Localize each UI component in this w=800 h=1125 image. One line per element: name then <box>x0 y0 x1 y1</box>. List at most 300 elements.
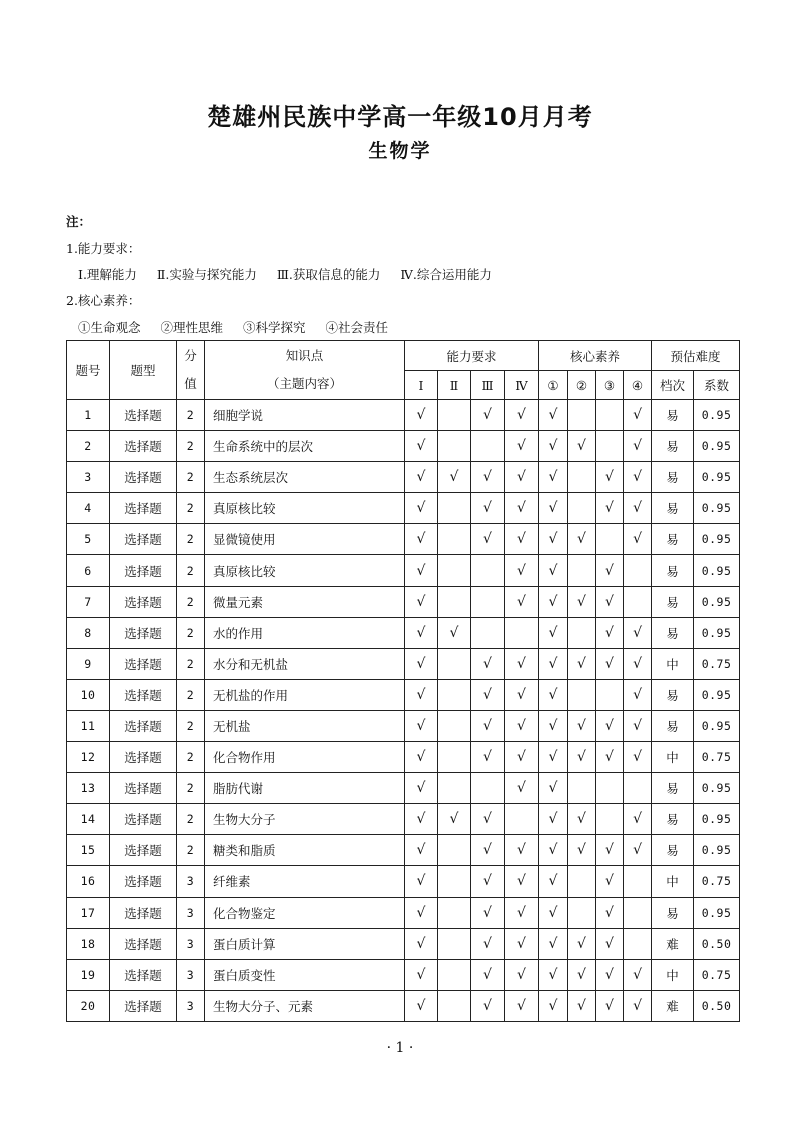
cell-type: 选择题 <box>110 679 177 710</box>
cell-number: 5 <box>67 524 110 555</box>
table-row <box>67 773 740 804</box>
cell-ability-4: √ <box>505 773 539 804</box>
cell-type: 选择题 <box>110 773 177 804</box>
header-ability-2: Ⅱ <box>438 371 471 400</box>
cell-level: 中 <box>652 742 694 773</box>
cell-literacy-3: √ <box>596 959 624 990</box>
cell-literacy-4: √ <box>624 431 652 462</box>
cell-ability-2 <box>438 524 471 555</box>
header-literacy: 核心素养 <box>539 341 652 371</box>
cell-ability-1: √ <box>405 773 438 804</box>
cell-ability-3: √ <box>471 897 505 928</box>
cell-literacy-3: √ <box>596 586 624 617</box>
cell-literacy-2 <box>568 400 596 431</box>
cell-literacy-3 <box>596 773 624 804</box>
cell-literacy-3 <box>596 679 624 710</box>
header-topic-bottom: （主题内容） <box>266 376 342 391</box>
cell-literacy-4: √ <box>624 804 652 835</box>
cell-coef: 0.95 <box>694 710 740 741</box>
cell-topic: 显微镜使用 <box>205 524 405 555</box>
header-literacy-1: ① <box>539 371 568 400</box>
cell-number: 13 <box>67 773 110 804</box>
cell-topic: 真原核比较 <box>205 493 405 524</box>
cell-topic: 无机盐 <box>205 710 405 741</box>
cell-ability-4: √ <box>505 400 539 431</box>
cell-literacy-4: √ <box>624 990 652 1021</box>
cell-level: 易 <box>652 617 694 648</box>
cell-coef: 0.50 <box>694 928 740 959</box>
ability-item: Ⅲ.获取信息的能力 <box>276 267 381 282</box>
cell-number: 6 <box>67 555 110 586</box>
cell-score: 2 <box>177 462 205 493</box>
cell-ability-2 <box>438 679 471 710</box>
cell-ability-4: √ <box>505 710 539 741</box>
cell-literacy-2: √ <box>568 710 596 741</box>
cell-literacy-3: √ <box>596 897 624 928</box>
cell-literacy-4: √ <box>624 462 652 493</box>
cell-literacy-3: √ <box>596 742 624 773</box>
header-literacy-2: ② <box>568 371 596 400</box>
literacy-item: ①生命观念 <box>78 320 141 335</box>
header-score-top: 分 <box>184 348 197 363</box>
header-coef: 系数 <box>694 371 740 400</box>
cell-ability-2 <box>438 959 471 990</box>
cell-score: 2 <box>177 431 205 462</box>
cell-type: 选择题 <box>110 555 177 586</box>
table-row <box>67 866 740 897</box>
cell-ability-3 <box>471 773 505 804</box>
literacy-item: ③科学探究 <box>243 320 306 335</box>
cell-topic: 纤维素 <box>205 866 405 897</box>
cell-coef: 0.95 <box>694 679 740 710</box>
cell-coef: 0.95 <box>694 493 740 524</box>
header-literacy-3: ③ <box>596 371 624 400</box>
cell-ability-2 <box>438 990 471 1021</box>
cell-type: 选择题 <box>110 462 177 493</box>
cell-coef: 0.75 <box>694 742 740 773</box>
cell-ability-2 <box>438 773 471 804</box>
cell-ability-1: √ <box>405 679 438 710</box>
table-row <box>67 400 740 431</box>
cell-ability-4: √ <box>505 990 539 1021</box>
table-body <box>67 400 740 1022</box>
cell-ability-1: √ <box>405 710 438 741</box>
cell-literacy-2: √ <box>568 804 596 835</box>
cell-literacy-2: √ <box>568 524 596 555</box>
cell-ability-2: √ <box>438 617 471 648</box>
ability-item: Ⅱ.实验与探究能力 <box>156 267 257 282</box>
document-subtitle: 生物学 <box>368 140 432 162</box>
cell-literacy-4: √ <box>624 493 652 524</box>
cell-type: 选择题 <box>110 835 177 866</box>
cell-ability-2 <box>438 648 471 679</box>
cell-ability-4: √ <box>505 959 539 990</box>
cell-ability-1: √ <box>405 835 438 866</box>
cell-topic: 无机盐的作用 <box>205 679 405 710</box>
cell-literacy-1: √ <box>539 462 568 493</box>
cell-ability-4: √ <box>505 431 539 462</box>
table-row <box>67 959 740 990</box>
cell-ability-1: √ <box>405 400 438 431</box>
cell-literacy-2 <box>568 897 596 928</box>
table-row <box>67 804 740 835</box>
cell-type: 选择题 <box>110 897 177 928</box>
cell-literacy-1: √ <box>539 773 568 804</box>
cell-topic: 水的作用 <box>205 617 405 648</box>
cell-literacy-3 <box>596 400 624 431</box>
cell-ability-1: √ <box>405 990 438 1021</box>
cell-literacy-4: √ <box>624 959 652 990</box>
cell-coef: 0.95 <box>694 835 740 866</box>
cell-ability-2 <box>438 431 471 462</box>
cell-ability-2 <box>438 555 471 586</box>
cell-level: 易 <box>652 400 694 431</box>
cell-literacy-2: √ <box>568 742 596 773</box>
cell-level: 易 <box>652 679 694 710</box>
cell-number: 3 <box>67 462 110 493</box>
cell-score: 2 <box>177 493 205 524</box>
cell-topic: 细胞学说 <box>205 400 405 431</box>
cell-level: 易 <box>652 897 694 928</box>
header-type: 题型 <box>110 341 177 400</box>
cell-level: 中 <box>652 959 694 990</box>
cell-literacy-2: √ <box>568 586 596 617</box>
cell-type: 选择题 <box>110 431 177 462</box>
table-row <box>67 710 740 741</box>
cell-ability-2: √ <box>438 462 471 493</box>
cell-literacy-1: √ <box>539 431 568 462</box>
cell-literacy-3: √ <box>596 462 624 493</box>
cell-literacy-4 <box>624 928 652 959</box>
cell-type: 选择题 <box>110 928 177 959</box>
cell-ability-1: √ <box>405 617 438 648</box>
table-row <box>67 835 740 866</box>
cell-literacy-3: √ <box>596 493 624 524</box>
cell-number: 16 <box>67 866 110 897</box>
cell-type: 选择题 <box>110 866 177 897</box>
cell-literacy-2 <box>568 493 596 524</box>
cell-literacy-4: √ <box>624 679 652 710</box>
cell-literacy-3: √ <box>596 835 624 866</box>
cell-ability-3: √ <box>471 648 505 679</box>
cell-ability-3: √ <box>471 493 505 524</box>
header-ability: 能力要求 <box>405 341 539 371</box>
header-score-bottom: 值 <box>184 376 197 391</box>
cell-level: 易 <box>652 462 694 493</box>
cell-topic: 蛋白质变性 <box>205 959 405 990</box>
cell-ability-2 <box>438 586 471 617</box>
cell-type: 选择题 <box>110 959 177 990</box>
cell-literacy-2 <box>568 555 596 586</box>
table-row <box>67 928 740 959</box>
table-row <box>67 586 740 617</box>
cell-ability-2 <box>438 866 471 897</box>
cell-literacy-1: √ <box>539 866 568 897</box>
cell-ability-4: √ <box>505 897 539 928</box>
cell-topic: 化合物鉴定 <box>205 897 405 928</box>
cell-type: 选择题 <box>110 617 177 648</box>
cell-number: 7 <box>67 586 110 617</box>
cell-literacy-2: √ <box>568 928 596 959</box>
cell-type: 选择题 <box>110 586 177 617</box>
cell-number: 12 <box>67 742 110 773</box>
cell-level: 中 <box>652 866 694 897</box>
cell-level: 易 <box>652 524 694 555</box>
cell-number: 14 <box>67 804 110 835</box>
cell-ability-1: √ <box>405 959 438 990</box>
cell-ability-1: √ <box>405 493 438 524</box>
cell-ability-3: √ <box>471 679 505 710</box>
cell-ability-2 <box>438 742 471 773</box>
cell-literacy-1: √ <box>539 804 568 835</box>
cell-score: 3 <box>177 928 205 959</box>
cell-number: 9 <box>67 648 110 679</box>
cell-score: 3 <box>177 866 205 897</box>
cell-literacy-4: √ <box>624 742 652 773</box>
literacy-heading: 2.核心素养： <box>66 293 141 308</box>
cell-literacy-3: √ <box>596 866 624 897</box>
cell-coef: 0.95 <box>694 524 740 555</box>
header-score <box>177 341 205 400</box>
cell-type: 选择题 <box>110 524 177 555</box>
cell-score: 3 <box>177 897 205 928</box>
cell-ability-1: √ <box>405 648 438 679</box>
document-title: 楚雄州民族中学高一年级10月月考 <box>207 103 593 131</box>
cell-ability-1: √ <box>405 928 438 959</box>
cell-number: 19 <box>67 959 110 990</box>
cell-literacy-2: √ <box>568 648 596 679</box>
cell-score: 2 <box>177 648 205 679</box>
ability-list <box>78 265 508 283</box>
cell-literacy-2: √ <box>568 990 596 1021</box>
header-difficulty: 预估难度 <box>652 341 740 371</box>
cell-literacy-2: √ <box>568 835 596 866</box>
cell-ability-3: √ <box>471 524 505 555</box>
notes-heading: 注： <box>66 214 92 229</box>
cell-coef: 0.95 <box>694 400 740 431</box>
cell-ability-3: √ <box>471 990 505 1021</box>
cell-literacy-3: √ <box>596 617 624 648</box>
cell-score: 2 <box>177 617 205 648</box>
cell-score: 2 <box>177 710 205 741</box>
cell-ability-1: √ <box>405 555 438 586</box>
cell-literacy-1: √ <box>539 493 568 524</box>
cell-literacy-3 <box>596 431 624 462</box>
cell-ability-3: √ <box>471 400 505 431</box>
cell-number: 20 <box>67 990 110 1021</box>
cell-ability-2 <box>438 928 471 959</box>
header-ability-4: Ⅳ <box>505 371 539 400</box>
cell-ability-4: √ <box>505 555 539 586</box>
cell-number: 18 <box>67 928 110 959</box>
cell-literacy-1: √ <box>539 524 568 555</box>
cell-coef: 0.75 <box>694 866 740 897</box>
cell-topic: 生命系统中的层次 <box>205 431 405 462</box>
cell-number: 15 <box>67 835 110 866</box>
table-row <box>67 742 740 773</box>
cell-literacy-1: √ <box>539 555 568 586</box>
cell-literacy-1: √ <box>539 586 568 617</box>
cell-coef: 0.75 <box>694 648 740 679</box>
cell-literacy-3: √ <box>596 990 624 1021</box>
cell-literacy-1: √ <box>539 710 568 741</box>
cell-literacy-1: √ <box>539 897 568 928</box>
table-row <box>67 555 740 586</box>
header-ability-3: Ⅲ <box>471 371 505 400</box>
cell-literacy-1: √ <box>539 990 568 1021</box>
cell-ability-2 <box>438 897 471 928</box>
cell-level: 易 <box>652 431 694 462</box>
ability-item: Ⅰ.理解能力 <box>78 267 137 282</box>
cell-coef: 0.95 <box>694 773 740 804</box>
literacy-list <box>78 318 404 336</box>
cell-type: 选择题 <box>110 648 177 679</box>
cell-ability-4: √ <box>505 493 539 524</box>
cell-literacy-2 <box>568 462 596 493</box>
cell-literacy-2 <box>568 679 596 710</box>
cell-score: 2 <box>177 586 205 617</box>
header-topic-top: 知识点 <box>285 348 324 363</box>
cell-type: 选择题 <box>110 990 177 1021</box>
cell-literacy-2: √ <box>568 431 596 462</box>
cell-ability-2 <box>438 710 471 741</box>
cell-type: 选择题 <box>110 742 177 773</box>
cell-type: 选择题 <box>110 400 177 431</box>
cell-coef: 0.50 <box>694 990 740 1021</box>
cell-ability-3: √ <box>471 835 505 866</box>
cell-level: 中 <box>652 648 694 679</box>
table-row <box>67 648 740 679</box>
cell-topic: 生物大分子 <box>205 804 405 835</box>
cell-ability-4: √ <box>505 586 539 617</box>
table-row <box>67 431 740 462</box>
cell-topic: 糖类和脂质 <box>205 835 405 866</box>
cell-ability-3: √ <box>471 710 505 741</box>
cell-ability-3: √ <box>471 866 505 897</box>
cell-literacy-2 <box>568 866 596 897</box>
cell-literacy-3 <box>596 804 624 835</box>
exam-spec-table <box>66 340 740 1022</box>
cell-level: 易 <box>652 586 694 617</box>
cell-ability-1: √ <box>405 431 438 462</box>
cell-topic: 水分和无机盐 <box>205 648 405 679</box>
cell-topic: 生物大分子、元素 <box>205 990 405 1021</box>
cell-topic: 真原核比较 <box>205 555 405 586</box>
ability-heading: 1.能力要求： <box>66 241 141 256</box>
cell-ability-3 <box>471 431 505 462</box>
cell-coef: 0.95 <box>694 804 740 835</box>
cell-literacy-1: √ <box>539 400 568 431</box>
cell-ability-3: √ <box>471 742 505 773</box>
cell-ability-1: √ <box>405 866 438 897</box>
cell-coef: 0.95 <box>694 462 740 493</box>
cell-level: 易 <box>652 710 694 741</box>
cell-ability-1: √ <box>405 462 438 493</box>
cell-literacy-1: √ <box>539 959 568 990</box>
cell-literacy-3: √ <box>596 928 624 959</box>
header-level: 档次 <box>652 371 694 400</box>
cell-number: 10 <box>67 679 110 710</box>
cell-literacy-4 <box>624 866 652 897</box>
cell-ability-4: √ <box>505 679 539 710</box>
cell-literacy-2 <box>568 773 596 804</box>
cell-ability-4 <box>505 804 539 835</box>
cell-literacy-4 <box>624 586 652 617</box>
cell-ability-3: √ <box>471 959 505 990</box>
cell-type: 选择题 <box>110 493 177 524</box>
cell-type: 选择题 <box>110 804 177 835</box>
cell-ability-4: √ <box>505 524 539 555</box>
cell-score: 2 <box>177 773 205 804</box>
cell-score: 2 <box>177 524 205 555</box>
header-ability-1: Ⅰ <box>405 371 438 400</box>
ability-item: Ⅳ.综合运用能力 <box>400 267 492 282</box>
cell-ability-3 <box>471 555 505 586</box>
cell-score: 2 <box>177 555 205 586</box>
table-row <box>67 990 740 1021</box>
cell-literacy-4 <box>624 555 652 586</box>
table-row <box>67 493 740 524</box>
cell-ability-2 <box>438 835 471 866</box>
cell-literacy-1: √ <box>539 648 568 679</box>
header-number: 题号 <box>67 341 110 400</box>
cell-ability-1: √ <box>405 742 438 773</box>
cell-literacy-1: √ <box>539 928 568 959</box>
cell-ability-3: √ <box>471 462 505 493</box>
cell-coef: 0.95 <box>694 586 740 617</box>
cell-literacy-3 <box>596 524 624 555</box>
cell-score: 2 <box>177 804 205 835</box>
cell-number: 2 <box>67 431 110 462</box>
cell-ability-4: √ <box>505 742 539 773</box>
literacy-item: ④社会责任 <box>325 320 389 335</box>
cell-coef: 0.95 <box>694 617 740 648</box>
cell-ability-2 <box>438 400 471 431</box>
cell-number: 17 <box>67 897 110 928</box>
cell-literacy-2: √ <box>568 959 596 990</box>
table-row <box>67 524 740 555</box>
cell-literacy-4: √ <box>624 648 652 679</box>
cell-score: 2 <box>177 400 205 431</box>
cell-ability-4: √ <box>505 462 539 493</box>
cell-score: 2 <box>177 835 205 866</box>
header-literacy-4: ④ <box>624 371 652 400</box>
cell-coef: 0.75 <box>694 959 740 990</box>
cell-literacy-1: √ <box>539 835 568 866</box>
cell-literacy-4: √ <box>624 400 652 431</box>
cell-literacy-1: √ <box>539 742 568 773</box>
cell-ability-2: √ <box>438 804 471 835</box>
cell-level: 易 <box>652 773 694 804</box>
cell-coef: 0.95 <box>694 431 740 462</box>
table-row <box>67 897 740 928</box>
cell-level: 易 <box>652 804 694 835</box>
cell-ability-4: √ <box>505 928 539 959</box>
cell-topic: 脂肪代谢 <box>205 773 405 804</box>
cell-topic: 化合物作用 <box>205 742 405 773</box>
cell-literacy-4: √ <box>624 524 652 555</box>
cell-literacy-3: √ <box>596 648 624 679</box>
cell-ability-3: √ <box>471 804 505 835</box>
cell-ability-3 <box>471 617 505 648</box>
cell-coef: 0.95 <box>694 555 740 586</box>
cell-score: 2 <box>177 679 205 710</box>
cell-literacy-4: √ <box>624 710 652 741</box>
cell-level: 易 <box>652 493 694 524</box>
cell-topic: 微量元素 <box>205 586 405 617</box>
cell-ability-4: √ <box>505 648 539 679</box>
cell-level: 易 <box>652 835 694 866</box>
